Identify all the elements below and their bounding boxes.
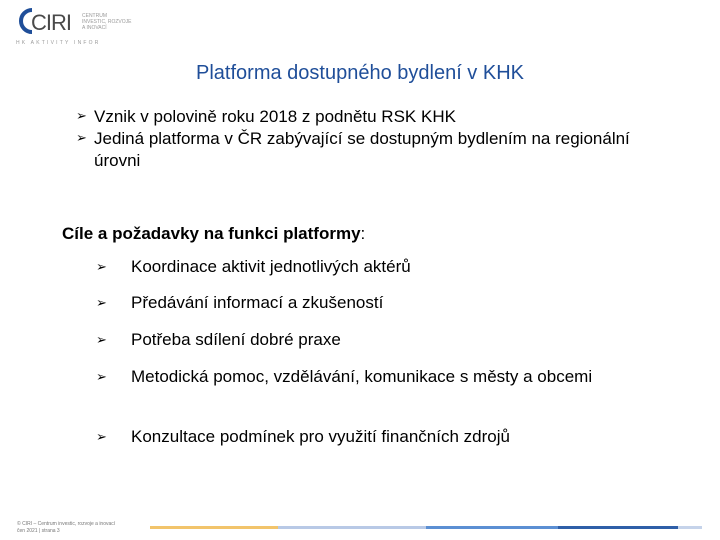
ciri-logo (16, 6, 132, 46)
goal-text: Potřeba sdílení dobré praxe (131, 330, 341, 349)
arrowhead-bullet-icon: ➢ (96, 296, 107, 311)
arrowhead-bullet-icon: ➢ (76, 131, 87, 146)
accent-bar-dark-blue (558, 526, 678, 529)
accent-bar-gold (150, 526, 278, 529)
intro-list (76, 106, 676, 172)
goal-text: Předávání informací a zkušeností (131, 293, 384, 312)
logo-tagline: HK AKTIVITY INFOR (16, 40, 101, 46)
accent-bar-light-blue (278, 526, 426, 529)
ciri-logo-mark (16, 6, 78, 36)
goals-heading-colon: : (360, 224, 366, 243)
goals-heading-bold: Cíle a požadavky na funkci platformy (62, 224, 361, 243)
intro-item (76, 106, 676, 128)
arrowhead-bullet-icon: ➢ (96, 430, 107, 445)
intro-item-text: Jediná platforma v ČR zabývající se dostupným bydlením na regionální úrovni (94, 129, 630, 170)
goals-heading (62, 224, 365, 244)
goal-text: Metodická pomoc, vzdělávání, komunikace s městy a obcemi (131, 367, 593, 386)
intro-item (76, 128, 676, 172)
logo-side-text: CENTRUM INVESTIC, ROZVOJE A INOVACÍ (82, 13, 132, 31)
slide-title: Platforma dostupného bydlení v KHK (196, 62, 524, 84)
goal-text: Konzultace podmínek pro využití finančních zdrojů (131, 427, 510, 446)
goal-text: Koordinace aktivit jednotlivých aktérů (131, 257, 411, 276)
footer-note: © CIRI – Centrum investic, rozvoje a inovací čen 2021 | strana 3 (17, 521, 116, 534)
arrowhead-bullet-icon: ➢ (96, 260, 107, 275)
ciri-logo-text: CIRI (31, 10, 71, 35)
arrowhead-bullet-icon: ➢ (76, 109, 87, 124)
intro-item-text: Vznik v polovině roku 2018 z podnětu RSK KHK (94, 107, 456, 126)
accent-bar-pale-blue (678, 526, 702, 529)
arrowhead-bullet-icon: ➢ (96, 370, 107, 385)
arrowhead-bullet-icon: ➢ (96, 333, 107, 348)
accent-bar-blue (426, 526, 558, 529)
